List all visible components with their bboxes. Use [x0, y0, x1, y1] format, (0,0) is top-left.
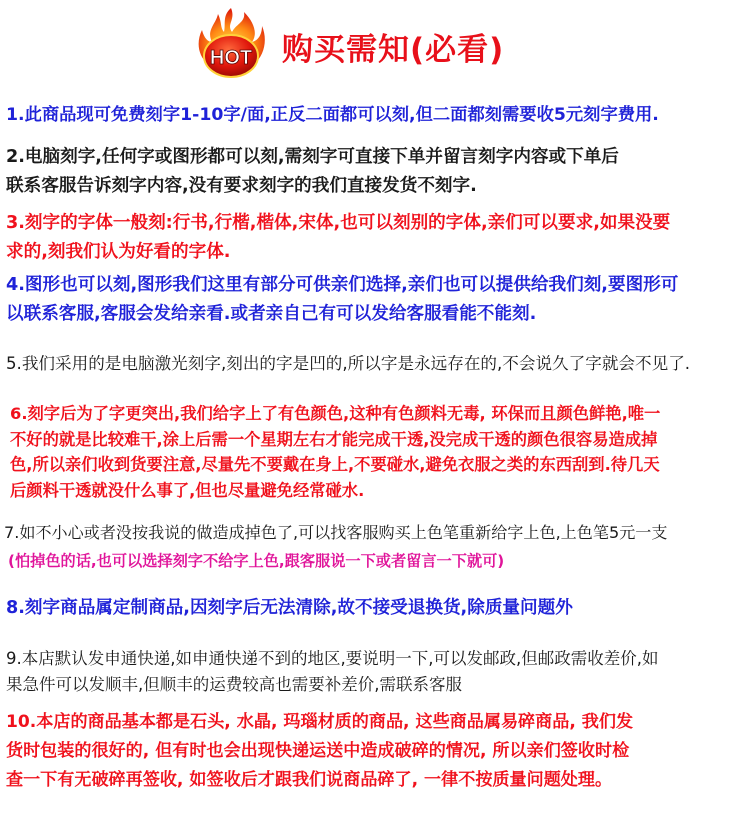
notice-line: 色,所以亲们收到货要注意,尽量先不要戴在身上,不要碰水,避免衣服之类的东西刮到.待几天	[10, 455, 660, 474]
notice-line: 6.刻字后为了字更突出,我们给字上了有色颜色,这种有色颜料无毒, 环保而且颜色鲜艳,唯一	[10, 404, 661, 423]
notice-line: 1.此商品现可免费刻字1-10字/面,正反二面都可以刻,但二面都刻需要收5元刻字费用.	[6, 105, 659, 125]
hot-flame-icon	[196, 6, 266, 80]
notice-item-1	[6, 101, 744, 129]
notice-line: 10.本店的商品基本都是石头, 水晶, 玛瑙材质的商品, 这些商品属易碎商品, 我们发	[6, 712, 634, 732]
notice-line: 求的,刻我们认为好看的字体.	[6, 242, 231, 262]
notice-item-6	[10, 401, 748, 503]
notice-item-8	[6, 594, 744, 622]
notice-line: 以联系客服,客服会发给亲看.或者亲自己有可以发给客服看能不能刻.	[6, 304, 537, 324]
notice-line: 5.我们采用的是电脑激光刻字,刻出的字是凹的,所以字是永远存在的,不会说久了字就会不见了.	[6, 354, 691, 373]
notice-line: 不好的就是比较难干,涂上后需一个星期左右才能完成干透,没完成干透的颜色很容易造成掉	[10, 429, 658, 449]
notice-item-5	[6, 350, 744, 378]
hot-badge-text: HOT	[209, 47, 253, 69]
notice-line: 2.电脑刻字,任何字或图形都可以刻,需刻字可直接下单并留言刻字内容或下单后	[6, 147, 619, 167]
notice-item-7	[4, 519, 742, 575]
notice-line: 后颜料干透就没什么事了,但也尽量避免经常碰水.	[10, 480, 365, 500]
notice-item-2	[6, 143, 744, 201]
page-title: 购买需知(必看)	[282, 32, 505, 68]
notice-item-4	[6, 271, 744, 329]
notice-line-note: (怕掉色的话,也可以选择刻字不给字上色,跟客服说一下或者留言一下就可)	[8, 552, 505, 570]
notice-line: 3.刻字的字体一般刻:行书,行楷,楷体,宋体,也可以刻别的字体,亲们可以要求,如果没要	[6, 213, 671, 233]
notice-item-3	[6, 209, 744, 267]
notice-line: 查一下有无破碎再签收, 如签收后才跟我们说商品碎了, 一律不按质量问题处理。	[6, 770, 613, 790]
header	[0, 0, 750, 90]
notice-line: 7.如不小心或者没按我说的做造成掉色了,可以找客服购买上色笔重新给字上色,上色笔5元一支	[4, 523, 668, 542]
notice-line: 联系客服告诉刻字内容,没有要求刻字的我们直接发货不刻字.	[6, 176, 477, 196]
notice-item-10	[6, 708, 744, 795]
notice-line: 8.刻字商品属定制商品,因刻字后无法清除,故不接受退换货,除质量问题外	[6, 598, 573, 618]
notice-item-9	[6, 646, 744, 698]
notice-line: 4.图形也可以刻,图形我们这里有部分可供亲们选择,亲们也可以提供给我们刻,要图形可	[6, 275, 679, 295]
notice-line: 果急件可以发顺丰,但顺丰的运费较高也需要补差价,需联系客服	[6, 675, 462, 694]
notice-line: 货时包装的很好的, 但有时也会出现快递运送中造成破碎的情况, 所以亲们签收时检	[6, 741, 630, 761]
notice-line: 9.本店默认发申通快递,如申通快递不到的地区,要说明一下,可以发邮政,但邮政需收差价,如	[6, 649, 659, 668]
